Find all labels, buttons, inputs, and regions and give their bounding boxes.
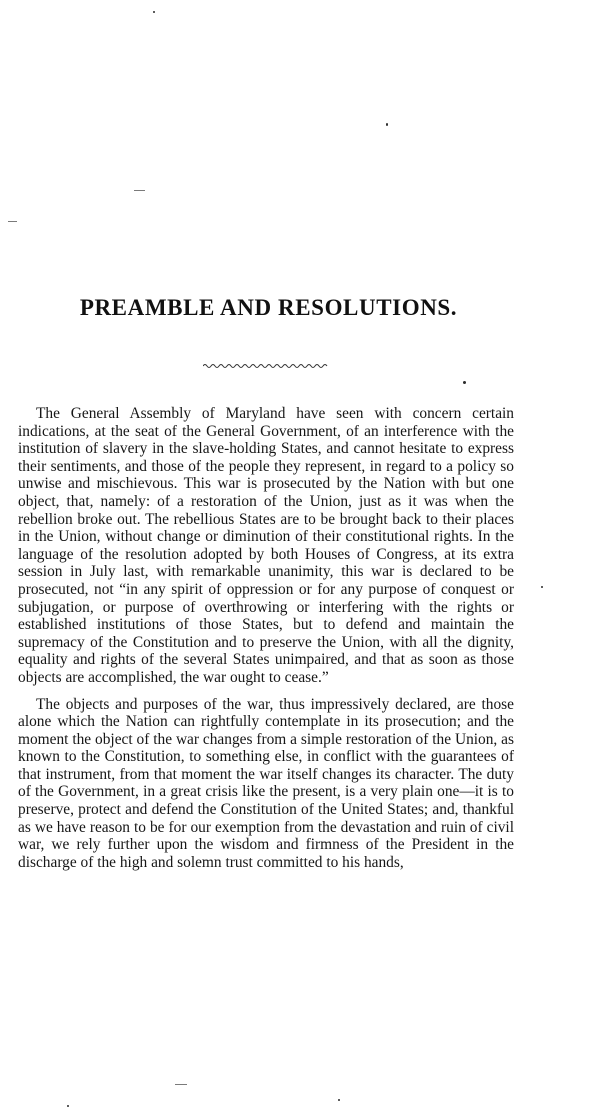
wavy-rule-ornament	[203, 362, 329, 370]
body-text	[18, 405, 514, 871]
scan-speck	[386, 123, 388, 126]
page-title: PREAMBLE AND RESOLUTIONS.	[79, 295, 458, 320]
paragraph: The General Assembly of Maryland have seen with concern certain indications, at the seat of the General Government, of an interference with the institution of slavery in the slave-holding States, and cannot hesitate to express their sentiments, and those of the people they represent, in regard to a policy so unwise and mischievous. This war is prosecuted by the Nation with but one object, that, namely: of a restoration of the Union, just as it was when the rebellion broke out. The rebellious States are to be brought back to their places in the Union, without change or diminution of their constitutional rights. In the language of the resolution adopted by both Houses of Congress, at its extra session in July last, with remarkable unanimity, this war is declared to be prosecuted, not “in any spirit of oppression or for any purpose of conquest or subjugation, or purpose of overthrowing or interfering with the rights or established institutions of those States, but to defend and maintain the supremacy of the Constitution and to preserve the Union, with all the dignity, equality and rights of the several States unimpaired, and that as soon as those objects are accomplished, the war ought to cease.”	[18, 405, 514, 686]
paragraph: The objects and purposes of the war, thus impressively declared, are those alone which the Nation can rightfully contemplate in its prosecution; and the moment the object of the war changes from a simple restoration of the Union, as known to the Constitution, to something else, in conflict with the guarantees of that instrument, from that moment the war itself changes its character. The duty of the Government, in a great crisis like the present, is a very plain one—it is to preserve, protect and defend the Constitution of the United States; and, thankful as we have reason to be for our exemption from the devastation and ruin of civil war, we rely further upon the wisdom and firmness of the President in the discharge of the high and solemn trust committed to his hands,	[18, 695, 514, 871]
scan-mark	[8, 221, 17, 222]
scan-speck	[338, 1099, 340, 1101]
scan-speck	[463, 381, 466, 384]
scan-speck	[541, 586, 543, 588]
scan-mark	[134, 190, 145, 191]
scan-speck	[67, 1105, 69, 1107]
scan-mark	[175, 1084, 187, 1085]
scan-speck	[153, 11, 155, 13]
